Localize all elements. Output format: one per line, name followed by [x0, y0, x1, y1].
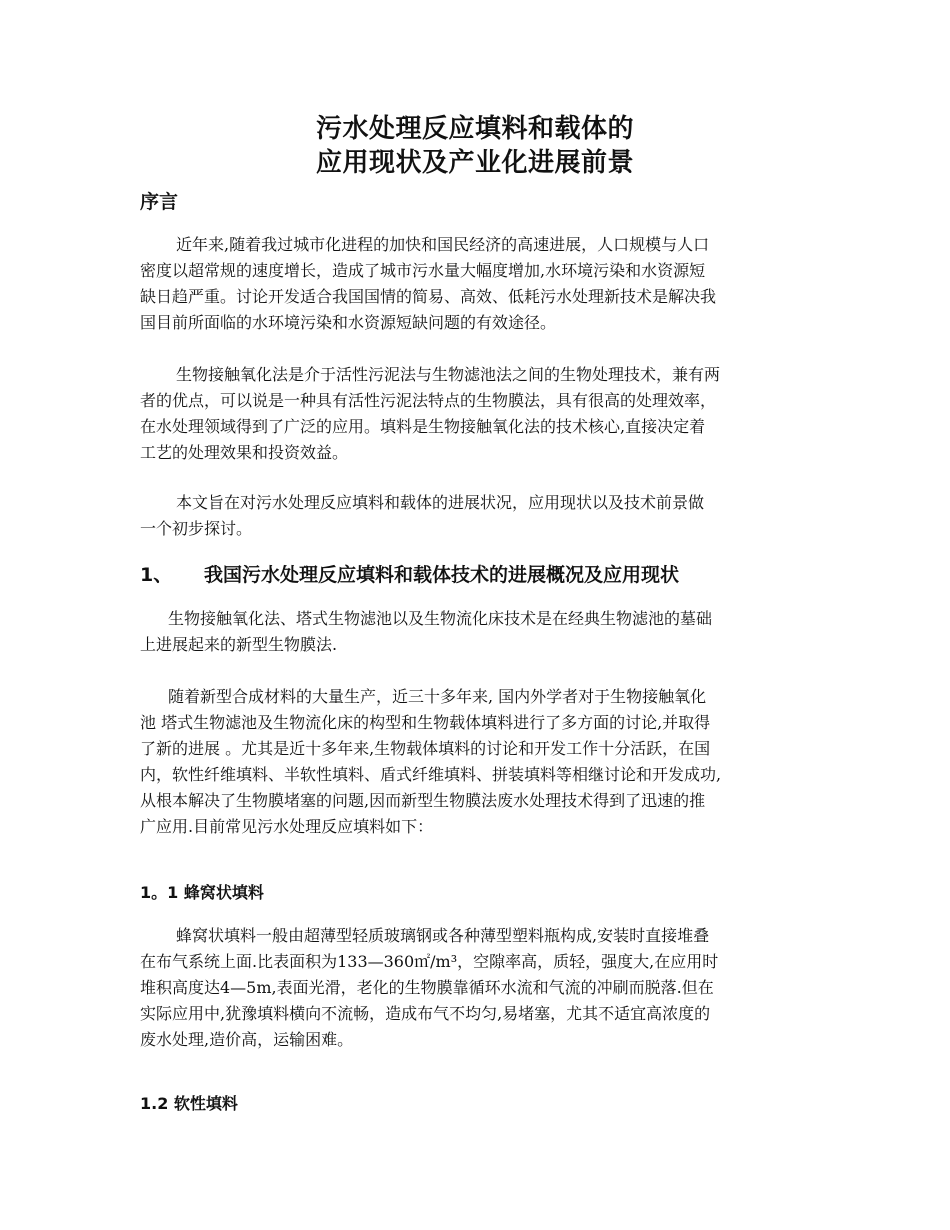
section-1-paragraph-2 — [140, 684, 820, 840]
text-line: 堆积高度达4—5m,表面光滑，老化的生物膜靠循环水流和气流的冲刷而脱落.但在 — [140, 978, 714, 997]
section-title: 我国污水处理反应填料和载体技术的进展概况及应用现状 — [204, 564, 680, 586]
text-line: 实际应用中,犹豫填料横向不流畅，造成布气不均匀,易堵塞，尤其不适宜高浓度的 — [140, 1004, 711, 1023]
preface-paragraph-2 — [140, 362, 820, 466]
text-line: 了新的进展 。尤其是近十多年来,生物载体填料的讨论和开发工作十分活跃，在国 — [140, 739, 711, 758]
text-line: 密度以超常规的速度增长，造成了城市污水量大幅度增加,水环境污染和水资源短 — [140, 261, 706, 280]
text-line: 在水处理领域得到了广泛的应用。填料是生物接触氧化法的技术核心,直接决定着 — [140, 417, 706, 436]
title-line-2: 应用现状及产业化进展前景 — [315, 148, 634, 178]
text-line: 生物接触氧化法是介于活性污泥法与生物滤池法之间的生物处理技术，兼有两 — [176, 365, 721, 384]
text-line: 者的优点，可以说是一种具有活性污泥法特点的生物膜法，具有很高的处理效率， — [140, 391, 717, 410]
text-line: 在布气系统上面.比表面积为133—360㎡/m³，空隙率高，质轻，强度大,在应用时 — [140, 952, 719, 971]
document-title — [0, 112, 950, 180]
text-line: 国目前所面临的水环境污染和水资源短缺问题的有效途径。 — [140, 313, 557, 332]
section-1-heading — [140, 562, 820, 588]
text-line: 内，软性纤维填料、半软性填料、盾式纤维填料、拼装填料等相继讨论和开发成功, — [140, 765, 722, 784]
text-line: 一个初步探讨。 — [140, 519, 253, 538]
text-line: 近年来,随着我过城市化进程的加快和国民经济的高速进展，人口规模与人口 — [176, 235, 710, 254]
preface-paragraph-3 — [140, 490, 820, 542]
subsection-1-2-heading: 1.2 软性填料 — [140, 1094, 238, 1113]
text-line: 从根本解决了生物膜堵塞的问题,因而新型生物膜法废水处理技术得到了迅速的推 — [140, 791, 706, 810]
text-line: 本文旨在对污水处理反应填料和载体的进展状况，应用现状以及技术前景做 — [176, 493, 705, 512]
text-line: 随着新型合成材料的大量生产，近三十多年来, 国内外学者对于生物接触氧化 — [168, 687, 707, 706]
subsection-1-1-heading: 1。1 蜂窝状填料 — [140, 883, 264, 902]
preface-heading: 序言 — [140, 191, 179, 213]
text-line: 缺日趋严重。讨论开发适合我国国情的简易、高效、低耗污水处理新技术是解决我 — [140, 287, 717, 306]
text-line: 池 塔式生物滤池及生物流化床的构型和生物载体填料进行了多方面的讨论,并取得 — [140, 713, 711, 732]
title-line-1: 污水处理反应填料和载体的 — [315, 114, 634, 144]
section-number: 1、 — [140, 564, 173, 586]
text-line: 上进展起来的新型生物膜法. — [140, 635, 338, 654]
preface-paragraph-1 — [140, 232, 820, 336]
subsection-1-1-paragraph — [140, 923, 820, 1053]
text-line: 工艺的处理效果和投资效益。 — [140, 443, 349, 462]
text-line: 废水处理,造价高，运输困难。 — [140, 1030, 354, 1049]
text-line: 蜂窝状填料一般由超薄型轻质玻璃钢或各种薄型塑料瓶构成,安装时直接堆叠 — [176, 926, 710, 945]
text-line: 生物接触氧化法、塔式生物滤池以及生物流化床技术是在经典生物滤池的墓础 — [168, 609, 713, 628]
text-line: 广应用.目前常见污水处理反应填料如下： — [140, 817, 434, 836]
section-1-paragraph-1 — [140, 606, 820, 658]
